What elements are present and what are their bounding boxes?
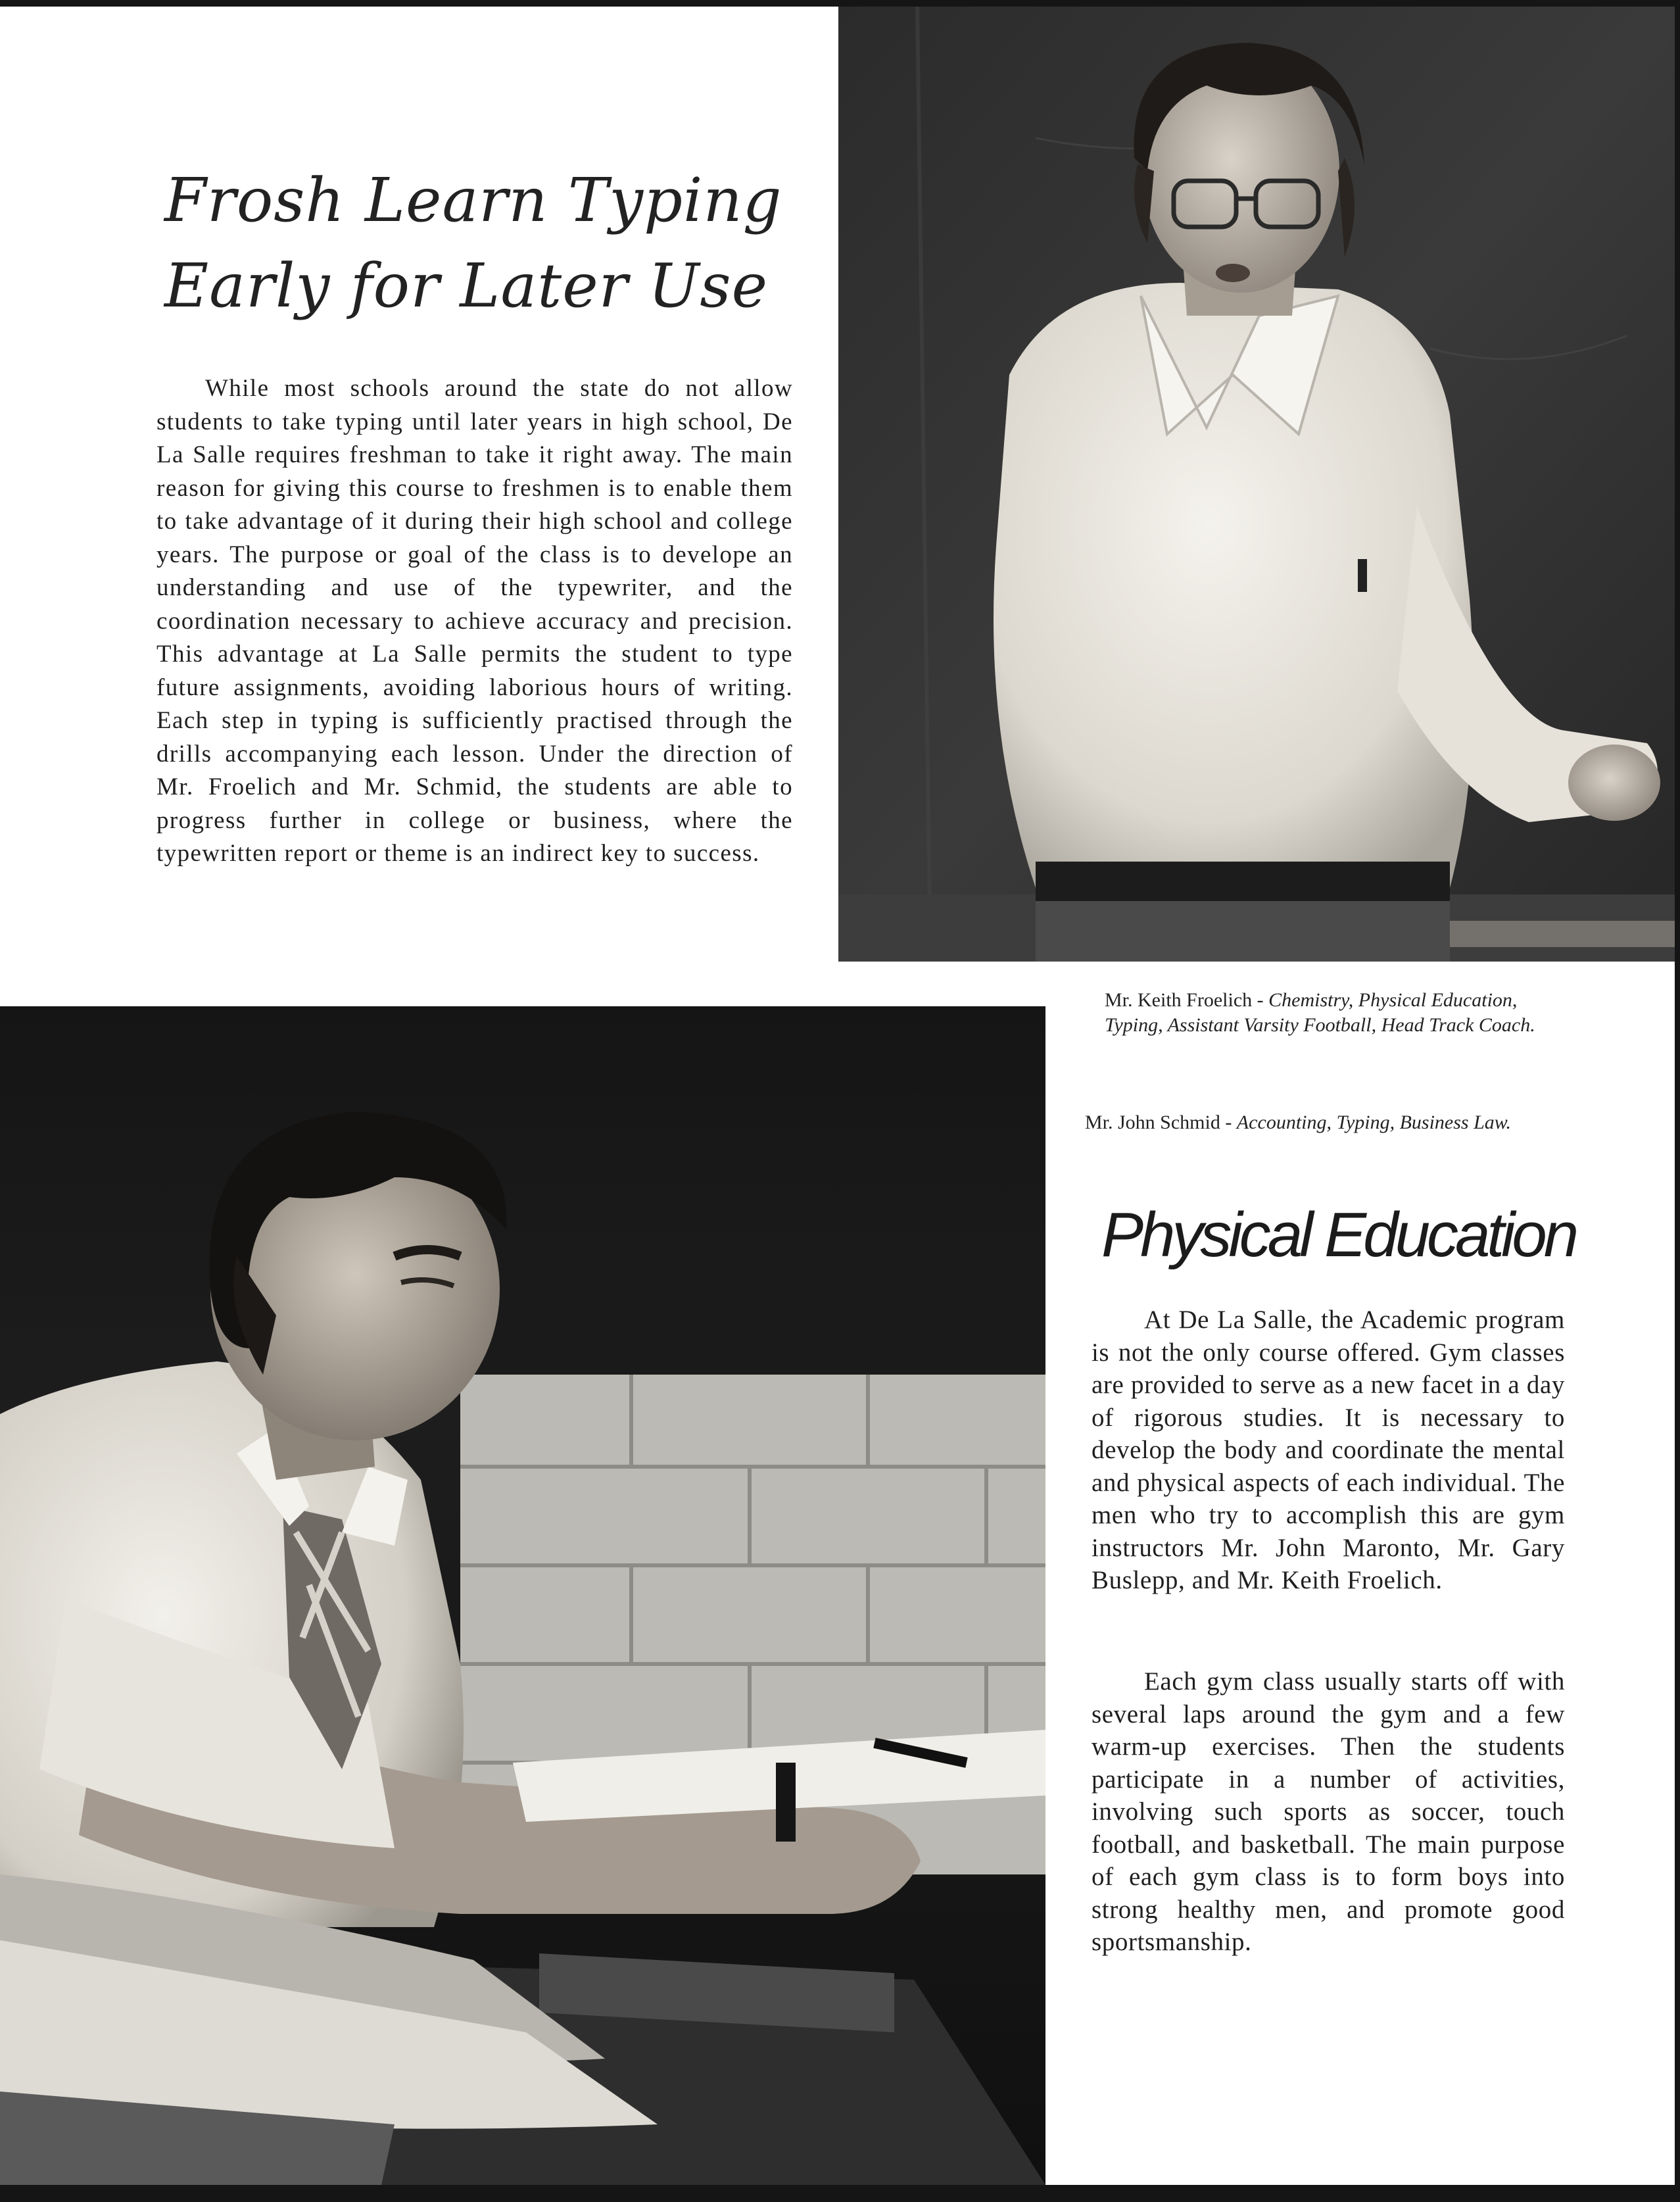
- caption-schmid-roles: Accounting, Typing, Business Law.: [1236, 1112, 1512, 1133]
- caption-froelich: [1105, 988, 1578, 1038]
- typing-headline: [164, 164, 822, 323]
- caption-froelich-name: Mr. Keith Froelich -: [1105, 989, 1269, 1011]
- caption-schmid-name: Mr. John Schmid -: [1085, 1112, 1237, 1133]
- photo-froelich-chalkboard: [838, 7, 1675, 962]
- scan-edge-top: [0, 0, 1680, 7]
- scan-edge-bottom: [0, 2185, 1680, 2202]
- pe-headline: Physical Education: [1101, 1200, 1576, 1270]
- typing-headline-line-1: Frosh Learn Typing: [164, 165, 782, 235]
- pe-paragraph-1: At De La Salle, the Academic program is not the only course offered. Gym classes are provided to serve as a new facet in a day of rigorous studies. It is necessary to develop the body and coordinate the mental and physical aspects of each individual. The men who try to accomplish this are gym instructors Mr. John Maronto, Mr. Gary Buslepp, and Mr. Keith Froelich.: [1092, 1306, 1565, 1594]
- caption-froelich-roles: Chemistry, Physical Education, Typing, Assistant Varsity Football, Head Track Coach.: [1105, 989, 1535, 1036]
- pe-paragraph-2: Each gym class usually starts off with several laps around the gym and a few warm-up exercises. Then the students participate in a number of activities, involving such sports as soccer, touch football, and basketball. The main purpose of each gym class is to form boys into strong healthy men, and promote good sportsmanship.: [1092, 1667, 1565, 1956]
- typing-article-body: While most schools around the state do not allow students to take typing until later years in high school, De La Salle requires freshman to take it right away. The main reason for giving this course to freshmen is to enable them to take advantage of it during their high school and college years. The purpose or goal of the class is to develope an understanding and use of the typewriter, and the coordination necessary to achieve accuracy and precision. This advantage at La Salle permits the student to type future assignments, avoiding laborious hours of writing. Each step in typing is sufficiently practised through the drills accompanying each lesson. Under the direction of Mr. Froelich and Mr. Schmid, the students are able to progress further in college or business, where the typewritten report or theme is an indirect key to success.: [156, 375, 793, 867]
- photo-schmid-reading: [0, 1006, 1045, 2185]
- typing-headline-line-2: Early for Later Use: [164, 251, 769, 322]
- scan-edge-right: [1675, 0, 1680, 2202]
- caption-schmid: [1085, 1110, 1578, 1135]
